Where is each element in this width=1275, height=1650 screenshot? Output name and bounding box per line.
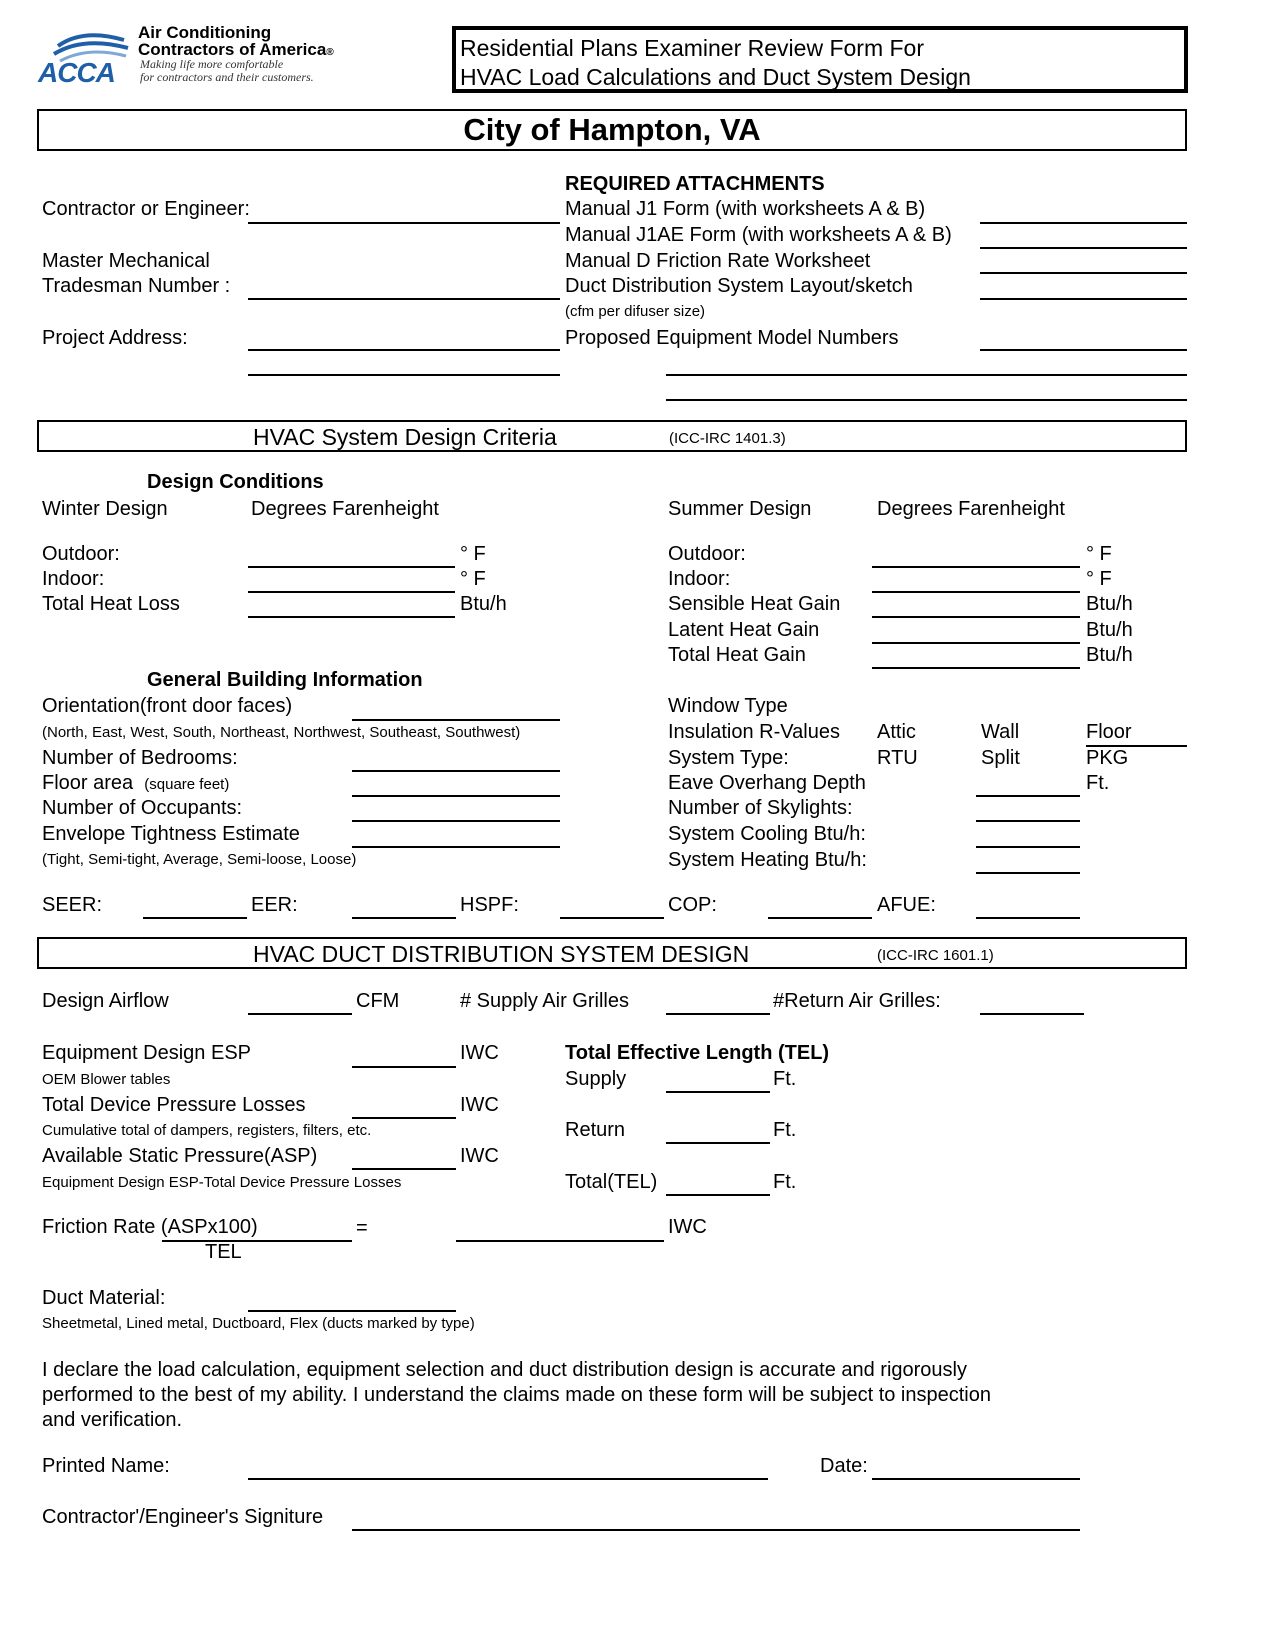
- total-heat-gain-unit: Btu/h: [1086, 644, 1133, 666]
- friction-rate-denominator: TEL: [205, 1241, 242, 1263]
- acca-logo: [38, 24, 398, 90]
- bedrooms-label: Number of Bedrooms:: [42, 747, 238, 769]
- summer-indoor-field[interactable]: [872, 591, 1080, 593]
- system-type-split[interactable]: Split: [981, 747, 1020, 769]
- tel-supply-field[interactable]: [666, 1091, 770, 1093]
- printed-name-label: Printed Name:: [42, 1455, 170, 1477]
- insulation-attic: Attic: [877, 721, 916, 743]
- contractor-label: Contractor or Engineer:: [42, 198, 250, 220]
- duct-design-title: HVAC DUCT DISTRIBUTION SYSTEM DESIGN: [253, 941, 750, 967]
- attachment-manual-j1: Manual J1 Form (with worksheets A & B): [565, 198, 926, 220]
- printed-name-field[interactable]: [248, 1478, 768, 1480]
- attachment-manual-d: Manual D Friction Rate Worksheet: [565, 250, 871, 272]
- winter-design-label: Winter Design: [42, 498, 168, 520]
- friction-rate-field[interactable]: [456, 1240, 664, 1242]
- attachment-manual-j1ae-field[interactable]: [980, 247, 1187, 249]
- latent-heat-gain-field[interactable]: [872, 642, 1080, 644]
- eave-overhang-label: Eave Overhang Depth: [668, 772, 866, 794]
- device-losses-hint: Cumulative total of dampers, registers, filters, etc.: [42, 1122, 372, 1139]
- design-airflow-unit: CFM: [356, 990, 400, 1012]
- winter-degrees-label: Degrees Farenheight: [251, 498, 439, 520]
- asp-label: Available Static Pressure(ASP): [42, 1145, 318, 1167]
- logo-org-name: Air Conditioning Contractors of America®: [138, 23, 334, 59]
- tel-total-field[interactable]: [666, 1194, 770, 1196]
- device-losses-label: Total Device Pressure Losses: [42, 1094, 306, 1116]
- tel-return-unit: Ft.: [773, 1119, 797, 1141]
- tel-supply-label: Supply: [565, 1068, 627, 1090]
- tel-total-label: Total(TEL): [565, 1171, 658, 1193]
- latent-heat-gain-label: Latent Heat Gain: [668, 619, 820, 641]
- asp-hint: Equipment Design ESP-Total Device Pressure Losses: [42, 1174, 402, 1191]
- eer-field[interactable]: [352, 917, 456, 919]
- date-label: Date:: [820, 1455, 868, 1477]
- total-heat-loss-field[interactable]: [248, 616, 455, 618]
- attachment-duct-layout-hint: (cfm per difuser size): [565, 303, 706, 320]
- equipment-models-field-3[interactable]: [666, 399, 1187, 401]
- attachment-manual-d-field[interactable]: [980, 272, 1187, 274]
- duct-material-hint: Sheetmetal, Lined metal, Ductboard, Flex (ducts marked by type): [42, 1315, 475, 1332]
- attachment-manual-j1ae: Manual J1AE Form (with worksheets A & B): [565, 224, 952, 246]
- orientation-hint: (North, East, West, South, Northeast, Northwest, Southeast, Southwest): [42, 724, 521, 741]
- floor-area-label: Floor area (square feet): [42, 772, 230, 794]
- asp-field[interactable]: [352, 1168, 456, 1170]
- friction-rate-label: Friction Rate (ASPx100): [42, 1216, 258, 1238]
- form-title-line1: Residential Plans Examiner Review Form For: [460, 35, 924, 61]
- tel-total-unit: Ft.: [773, 1171, 797, 1193]
- equipment-esp-field[interactable]: [352, 1066, 456, 1068]
- design-airflow-label: Design Airflow: [42, 990, 169, 1012]
- occupants-label: Number of Occupants:: [42, 797, 243, 819]
- tel-return-label: Return: [565, 1119, 626, 1141]
- form-title-box: [452, 26, 1188, 93]
- window-type-label: Window Type: [668, 695, 788, 717]
- system-heating-label: System Heating Btu/h:: [668, 849, 867, 871]
- system-heating-field[interactable]: [976, 872, 1080, 874]
- equipment-esp-unit: IWC: [460, 1042, 499, 1064]
- summer-outdoor-field[interactable]: [872, 566, 1080, 568]
- declaration-line1: I declare the load calculation, equipment selection and duct distribution design is accurate and rigorously: [42, 1359, 967, 1381]
- project-address-field-2[interactable]: [248, 374, 560, 376]
- seer-label: SEER:: [42, 894, 103, 916]
- design-criteria-title: HVAC System Design Criteria: [253, 424, 557, 450]
- tel-heading: Total Effective Length (TEL): [565, 1042, 830, 1064]
- equipment-models-field-2[interactable]: [666, 374, 1187, 376]
- system-cooling-label: System Cooling Btu/h:: [668, 823, 866, 845]
- signature-field[interactable]: [352, 1529, 1080, 1531]
- device-losses-field[interactable]: [352, 1117, 456, 1119]
- occupants-field[interactable]: [352, 820, 560, 822]
- hspf-field[interactable]: [560, 917, 664, 919]
- attachments-heading: REQUIRED ATTACHMENTS: [565, 173, 825, 195]
- attachment-manual-j1-field[interactable]: [980, 222, 1187, 224]
- system-type-label: System Type:: [668, 747, 789, 769]
- summer-outdoor-unit: ° F: [1086, 543, 1112, 565]
- summer-indoor-unit: ° F: [1086, 568, 1112, 590]
- design-criteria-header: [37, 420, 1187, 452]
- attachment-equipment-models-field[interactable]: [980, 349, 1187, 351]
- eer-label: EER:: [251, 894, 298, 916]
- skylights-label: Number of Skylights:: [668, 797, 853, 819]
- insulation-label: Insulation R-Values: [668, 721, 840, 743]
- floor-area-field[interactable]: [352, 795, 560, 797]
- equipment-esp-label: Equipment Design ESP: [42, 1042, 252, 1064]
- attachment-equipment-models: Proposed Equipment Model Numbers: [565, 327, 899, 349]
- winter-outdoor-label: Outdoor:: [42, 543, 120, 565]
- orientation-label: Orientation(front door faces): [42, 695, 293, 717]
- total-heat-gain-field[interactable]: [872, 667, 1080, 669]
- friction-rate-equals: =: [356, 1217, 368, 1239]
- afue-label: AFUE:: [877, 894, 936, 916]
- device-losses-unit: IWC: [460, 1094, 499, 1116]
- equipment-esp-hint: OEM Blower tables: [42, 1071, 171, 1088]
- eave-overhang-field[interactable]: [976, 795, 1080, 797]
- winter-indoor-label: Indoor:: [42, 568, 105, 590]
- summer-indoor-label: Indoor:: [668, 568, 731, 590]
- return-grilles-label: #Return Air Grilles:: [773, 990, 941, 1012]
- skylights-field[interactable]: [976, 820, 1080, 822]
- envelope-label: Envelope Tightness Estimate: [42, 823, 300, 845]
- declaration-line3: and verification.: [42, 1409, 183, 1431]
- summer-degrees-label: Degrees Farenheight: [877, 498, 1065, 520]
- declaration-line2: performed to the best of my ability. I understand the claims made on these form will be subject to inspection: [42, 1384, 991, 1406]
- system-cooling-field[interactable]: [976, 846, 1080, 848]
- signature-label: Contractor'/Engineer's Signiture: [42, 1506, 324, 1528]
- friction-rate-unit: IWC: [668, 1216, 707, 1238]
- logo-tagline: Making life more comfortable for contractors and their customers.: [140, 57, 314, 84]
- friction-rate-divider: [162, 1240, 352, 1242]
- summer-outdoor-label: Outdoor:: [668, 543, 746, 565]
- system-type-rtu[interactable]: RTU: [877, 747, 918, 769]
- supply-grilles-label: # Supply Air Grilles: [460, 990, 629, 1012]
- city-title: City of Hampton, VA: [463, 112, 761, 147]
- winter-outdoor-field[interactable]: [248, 566, 455, 568]
- cop-field[interactable]: [768, 917, 872, 919]
- latent-heat-gain-unit: Btu/h: [1086, 619, 1133, 641]
- insulation-floor: Floor: [1086, 721, 1132, 743]
- project-address-label: Project Address:: [42, 327, 188, 349]
- orientation-field[interactable]: [352, 719, 560, 721]
- project-address-field-1[interactable]: [248, 349, 560, 351]
- design-airflow-field[interactable]: [248, 1013, 352, 1015]
- asp-unit: IWC: [460, 1145, 499, 1167]
- tel-supply-unit: Ft.: [773, 1068, 797, 1090]
- bedrooms-field[interactable]: [352, 770, 560, 772]
- design-criteria-code: (ICC-IRC 1401.3): [669, 430, 786, 447]
- winter-indoor-unit: ° F: [460, 568, 486, 590]
- duct-design-header: [37, 937, 1187, 969]
- winter-outdoor-unit: ° F: [460, 543, 486, 565]
- winter-indoor-field[interactable]: [248, 591, 455, 593]
- total-heat-loss-unit: Btu/h: [460, 593, 507, 615]
- floor-area-hint: (square feet): [144, 776, 230, 793]
- acca-mark: ACCA: [38, 57, 115, 88]
- form-title-line2: HVAC Load Calculations and Duct System Design: [460, 64, 971, 90]
- return-grilles-field[interactable]: [980, 1013, 1084, 1015]
- duct-design-code: (ICC-IRC 1601.1): [877, 947, 994, 964]
- master-mechanical-label: Master Mechanical: [42, 250, 210, 272]
- envelope-field[interactable]: [352, 846, 560, 848]
- contractor-field[interactable]: [248, 222, 560, 224]
- afue-field[interactable]: [976, 917, 1080, 919]
- eave-overhang-unit: Ft.: [1086, 772, 1110, 794]
- design-conditions-heading: Design Conditions: [147, 471, 324, 493]
- envelope-hint: (Tight, Semi-tight, Average, Semi-loose, Loose): [42, 851, 357, 868]
- tradesman-number-label: Tradesman Number :: [42, 275, 231, 297]
- tel-return-field[interactable]: [666, 1142, 770, 1144]
- insulation-wall: Wall: [981, 721, 1020, 743]
- total-heat-gain-label: Total Heat Gain: [668, 644, 806, 666]
- sensible-heat-gain-label: Sensible Heat Gain: [668, 593, 841, 615]
- attachment-duct-layout-field[interactable]: [980, 298, 1187, 300]
- total-heat-loss-label: Total Heat Loss: [42, 593, 180, 615]
- cop-label: COP:: [668, 894, 717, 916]
- duct-material-field[interactable]: [248, 1310, 456, 1312]
- system-type-pkg[interactable]: PKG: [1086, 747, 1129, 769]
- supply-grilles-field[interactable]: [666, 1013, 770, 1015]
- hspf-label: HSPF:: [460, 894, 519, 916]
- sensible-heat-gain-field[interactable]: [872, 616, 1080, 618]
- city-title-box: [37, 109, 1187, 151]
- attachment-duct-layout: Duct Distribution System Layout/sketch: [565, 275, 913, 297]
- date-field[interactable]: [872, 1478, 1080, 1480]
- duct-material-label: Duct Material:: [42, 1287, 166, 1309]
- seer-field[interactable]: [143, 917, 247, 919]
- summer-design-label: Summer Design: [668, 498, 812, 520]
- sensible-heat-gain-unit: Btu/h: [1086, 593, 1133, 615]
- tradesman-number-field[interactable]: [248, 298, 560, 300]
- building-info-heading: General Building Information: [147, 669, 423, 691]
